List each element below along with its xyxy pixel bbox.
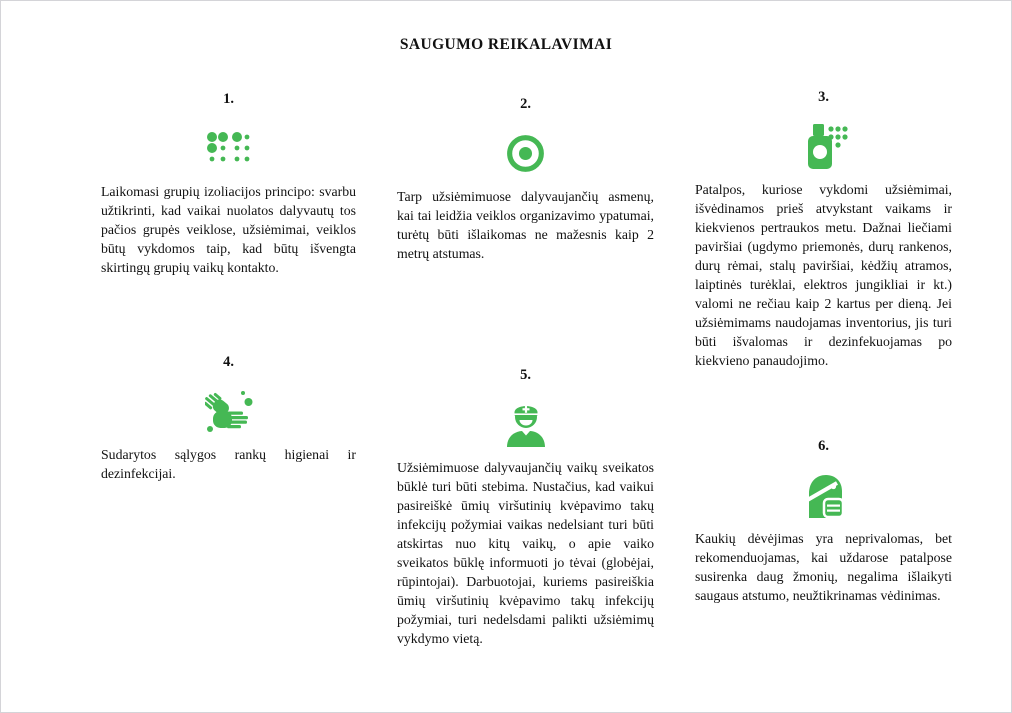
item-number: 3. <box>818 89 829 105</box>
group-dots-icon <box>101 124 356 172</box>
item-number: 2. <box>520 96 531 112</box>
item-number: 1. <box>223 91 234 107</box>
item-text: Tarp užsiėmimuose dalyvaujančių asmenų, kai tai leidžia veiklos organizavimo ypatumai, turėtų būti išlaikomas ne mažesnis kaip 2 metrų atstumas. <box>397 189 654 261</box>
safety-item-1 <box>101 91 356 277</box>
item-text: Sudarytos sąlygos rankų higienai ir dezinfekcijai. <box>101 447 356 481</box>
item-number: 5. <box>520 367 531 383</box>
face-mask-icon <box>695 471 952 519</box>
item-text: Laikomasi grupių izoliacijos principo: svarbu užtikrinti, kad vaikai nuolatos dalyvautų tos pačios grupės veiklose, užsiėmimai, veiklos būtų vykdomos taip, kad būtų išvengta skirtingų grupių vaikų kontakto. <box>101 184 356 275</box>
safety-item-5 <box>397 367 654 648</box>
safety-item-3 <box>695 89 952 370</box>
page-title: SAUGUMO REIKALAVIMAI <box>399 36 613 53</box>
item-text: Kaukių dėvėjimas yra neprivalomas, bet rekomenduojamas, kai uždarose patalpose susirenka daug žmonių, negalima išlaikyti saugaus atstumo, neužtikrinamas vėdinimas. <box>695 531 952 603</box>
safety-item-4 <box>101 354 356 483</box>
safety-item-6 <box>695 438 952 605</box>
item-text: Užsiėmimuose dalyvaujančių vaikų sveikatos būklė turi būti stebima. Nustačius, kad vaikui pasireiškė ūmių viršutinių kvėpavimo takų infekcijų požymiai vaikas nedelsiant turi būti atskirtas nuo kitų vaikų, o apie vaiko sveikatos būklę informuoti jo tėvai (globėjai, rūpintojai). Darbuotojai, kuriems pasireiškia ūmių viršutinių kvėpavimo takų infekcijų požymiai, turi nedelsdami palikti užsiėmimų vykdymo vietą. <box>397 460 654 646</box>
distance-target-icon <box>397 129 654 177</box>
medical-staff-icon <box>397 400 654 448</box>
item-number: 4. <box>223 354 234 370</box>
disinfectant-spray-icon <box>695 122 952 170</box>
safety-item-2 <box>397 96 654 263</box>
item-number: 6. <box>818 438 829 454</box>
item-text: Patalpos, kuriose vykdomi užsiėmimai, išvėdinamos prieš atvykstant vaikams ir kiekvienos pertraukos metu. Dažnai liečiami paviršiai (ugdymo priemonės, durų rankenos, durų rėmai, stalų paviršiai, kėdžių atramos, laiptinės turėklai, elektros jungikliai ir kt.) valomi ne rečiau kaip 2 kartus per dieną. Jei užsiėmimams naudojamas inventorius, jis turi būti išvalomas ir dezinfekuojamas po kiekvieno panaudojimo. <box>695 182 952 368</box>
hand-washing-icon <box>101 387 356 435</box>
